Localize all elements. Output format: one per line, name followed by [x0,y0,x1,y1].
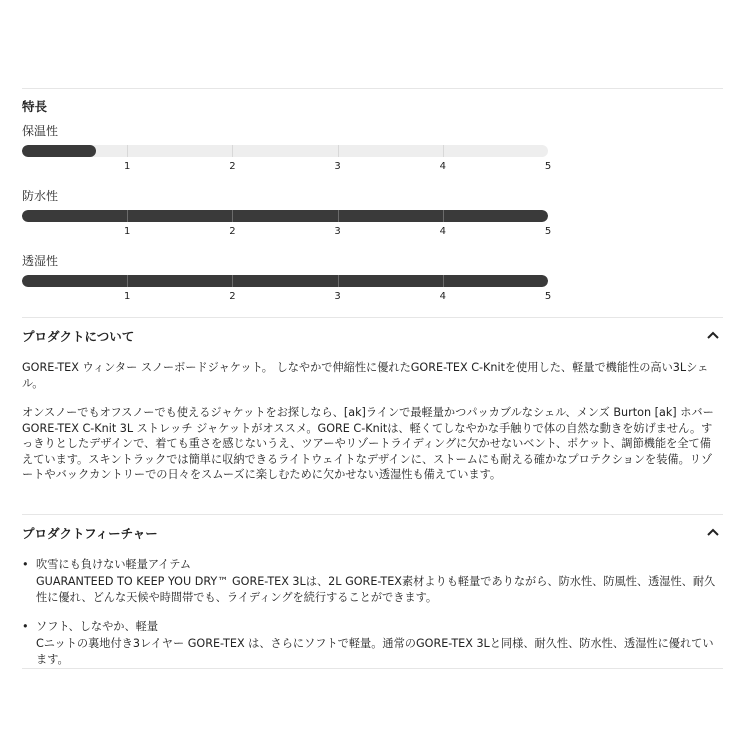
bottom-divider [22,668,723,669]
rating-fill-waterproof [22,210,548,222]
rating-bar-warmth [22,145,548,157]
rating-label-waterproof: 防水性 [22,189,59,203]
scale-tick [232,210,233,222]
scale-label: 1 [124,226,131,237]
feature-line: 性に優れ、どんな天候や時間帯でも、ライディングを続行することができます。 [36,591,438,604]
about-line: ートやバックカントリーでの日々をスムーズに楽しむために欠かせない透湿性も備えています。 [22,468,502,481]
chevron-up-icon[interactable] [706,525,720,539]
feature-heading: 吹雪にも負けない軽量アイテム [36,558,192,571]
scale-tick [443,145,444,157]
scale-label: 2 [229,291,236,302]
scale-label: 5 [544,291,552,302]
scale-tick [338,145,339,157]
about-paragraph-2 [22,405,722,483]
features-heading: 特長 [22,99,48,114]
scale-label: 3 [334,291,341,302]
scale-tick [443,210,444,222]
scale-label: 4 [439,291,446,302]
rating-label-breathability: 透湿性 [22,254,59,268]
scale-tick [338,210,339,222]
chevron-up-icon[interactable] [706,328,720,342]
divider-about [22,317,723,318]
scale-tick [443,275,444,287]
about-line: っきりとしたデザインで、着ても重さを感じないうえ、ツアーやリゾートライディングに欠かせないベント、ポケット、調節機能を全て備 [22,437,711,450]
scale-tick [338,275,339,287]
scale-label: 5 [544,226,552,237]
about-accordion-title[interactable]: プロダクトについて [22,329,135,344]
top-divider [22,88,723,89]
about-paragraph-1: GORE-TEX ウィンター スノーボードジャケット。 しなやかで伸縮性に優れたGORE-TEX C-Knitを使用した、軽量で機能性の高い3Lシェル。 [22,361,709,390]
rating-fill-warmth [22,145,96,157]
scale-label: 2 [229,226,236,237]
scale-label: 3 [334,226,341,237]
about-line: オンスノーでもオフスノーでも使えるジャケットをお探しなら、[ak]ラインで最軽量かつパッカブルなシェル、メンズ Burton [ak] ホバー [22,406,714,419]
divider-features [22,514,723,515]
scale-tick [232,145,233,157]
bullet-dot: • [22,620,29,633]
scale-tick [127,275,128,287]
about-line: えています。スキントラックでは簡単に収納できるライトウェイトなデザインに、ストームにも耐える確かなプロテクションを装備。リゾ [22,452,713,466]
rating-label-warmth: 保温性 [22,124,59,138]
features-accordion-title[interactable]: プロダクトフィーチャー [22,526,158,541]
bullet-dot: • [22,558,29,571]
rating-bar-breathability [22,275,548,287]
rating-fill-breathability [22,275,548,287]
scale-label: 5 [544,161,552,172]
feature-line: ます。 [36,653,69,666]
rating-bar-waterproof [22,210,548,222]
feature-line: Cニットの裏地付き3レイヤー GORE-TEX は、さらにソフトで軽量。通常のGORE-TEX 3Lと同様、耐久性、防水性、透湿性に優れてい [36,636,714,650]
scale-label: 2 [229,161,236,172]
scale-label: 4 [439,226,446,237]
scale-tick [232,275,233,287]
feature-heading: ソフト、しなやか、軽量 [36,620,159,633]
feature-line: GUARANTEED TO KEEP YOU DRY™ GORE-TEX 3Lは、2L GORE-TEX素材よりも軽量でありながら、防水性、防風性、透湿性、耐久 [36,574,716,588]
scale-label: 3 [334,161,341,172]
scale-tick [127,210,128,222]
scale-label: 4 [439,161,446,172]
scale-label: 1 [124,161,131,172]
scale-tick [127,145,128,157]
scale-label: 1 [124,291,131,302]
about-line: GORE-TEX C-Knit 3L ストレッチ ジャケットがオススメ。GORE C-Knitは、軽くてしなやかな手触りで体の自然な動きを妨げません。す [22,421,713,435]
